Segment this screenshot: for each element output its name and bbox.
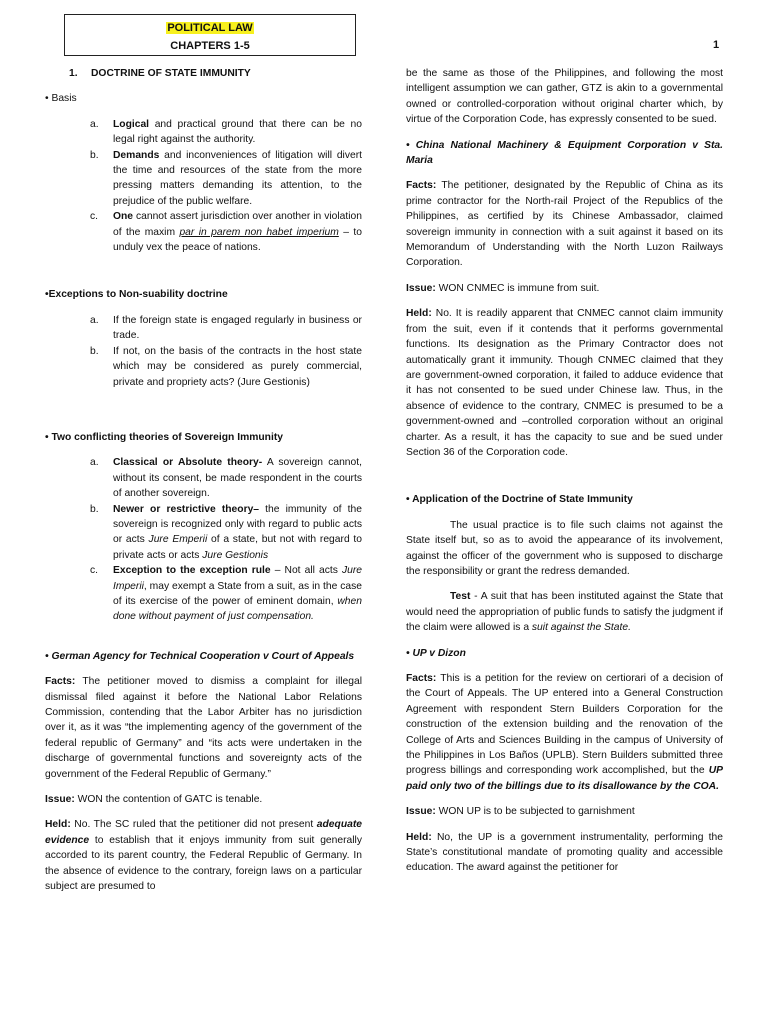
item-text: cannot assert jurisdiction over another in violation of the maxim [113,211,362,238]
item-italic: when done without payment of just compensation. [113,595,362,623]
cnmec-heading: • China National Machinery & Equipment Corporation v Sta. Maria [406,139,723,167]
document-title [65,21,355,35]
title-text: POLITICAL LAW [167,22,253,34]
list-item [45,563,362,625]
item-text: and practical ground that there can be no legal right against the authority. [113,118,362,146]
item-lead: Classical or Absolute theory- [113,457,263,469]
item-lead: Demands [113,149,160,161]
facts-emphasis: UP paid only two of the billings due to its disallowance by the COA. [406,765,723,792]
item-text: , may exempt a State from a suit, as in the case of its exercise of the power of eminent domain, [113,580,362,607]
facts-text: The petitioner, designated by the Republic of China as its prime contractor for the North-rail Project of the Republics of the Philippines, as certified by its Chinese Ambassador, claimed sovereign immunity in connection with a suit against it based on its Memorandum of Understanding with the North Luzon Railways Corporation. [406,180,723,269]
list-item [45,455,362,501]
list-item [45,148,362,210]
theories-list [45,455,362,624]
application-paragraph: The usual practice is to file such claims not against the State itself but, so as to avoid the appearance of its involvement, against the officer of the government who is supposed to discharge the responsibility or grant the redress demanded. [406,519,723,577]
item-lead: Logical [113,118,150,130]
issue-label: Issue: [406,282,436,294]
gatc-held [45,817,362,894]
gatc-facts [45,674,362,782]
application-heading: • Application of the Doctrine of State Immunity [406,494,633,506]
issue-text: WON the contention of GATC is tenable. [74,794,263,806]
held-label: Held: [406,308,432,320]
item-mark: a. [90,118,99,130]
item-lead: Exception to the exception rule [113,565,271,577]
section-heading [69,66,362,81]
page-number: 1 [713,39,720,51]
exceptions-heading: •Exceptions to Non-suability doctrine [45,289,228,301]
issue-text: WON CNMEC is immune from suit. [435,282,600,294]
item-lead: Newer or restrictive theory– [113,503,260,515]
issue-text: WON UP is to be subjected to garnishment [435,806,635,818]
gatc-heading: • German Agency for Technical Cooperation v Court of Appeals [45,650,355,662]
item-text: of a state, but not with regard to private acts or acts [113,534,363,561]
cnmec-issue [406,281,723,296]
theories-heading: • Two conflicting theories of Sovereign Immunity [45,431,283,443]
latin-term: Jure Gestionis [202,549,269,561]
facts-label: Facts: [45,676,76,688]
issue-label: Issue: [406,806,436,818]
facts-text: The petitioner moved to dismiss a complaint for illegal dismissal filed against it before the National Labor Relations Commission, contending that the Labor Arbiter has no jurisdiction over it, as it was “the implementing agency of the government of the federal republic of Germany” and “its acts were undertaken in the discharge of governmental functions and sovereignty acts of the government of the Federal Republic of Germany.” [45,676,362,780]
gatc-issue [45,792,362,807]
exceptions-list [45,313,362,390]
item-mark: b. [90,149,99,161]
item-mark: c. [90,211,99,223]
item-mark: c. [90,565,99,577]
held-label: Held: [45,819,71,831]
basis-list [45,117,362,256]
item-mark: a. [90,314,99,326]
item-text: – to unduly vex the peace of nations. [113,226,362,254]
list-item [45,502,362,564]
test-label: Test [450,591,471,603]
list-item [45,117,362,148]
item-text: and inconveniences of litigation will divert the time and resources of the state from the more pressing matters demanding its attention, to the prejudice of the public welfare. [113,149,362,207]
document-subtitle: CHAPTERS 1-5 [170,40,250,52]
facts-label: Facts: [406,673,437,684]
left-column [45,66,362,894]
held-text: No. It is readily apparent that CNMEC cannot claim immunity from the suit, even if it contends that it performs governmental functions. Its designation as the Primary Contractor does not automatically grant it immunity. Though CNMEC claimed that they are government-owned corporation, it failed to adduce evidence that it has not consented to be sued under Chinese law. Thus, in the absence of evidence to the contrary, CNMEC is presumed to be a government-owned and –controlled corporation without an original charter. As a result, it has the capacity to sue and be sued under Section 36 of the Corporation code. [406,308,723,458]
list-item [45,313,362,344]
dizon-heading: • UP v Dizon [406,647,466,659]
held-emphasis: adequate evidence [45,819,362,846]
dizon-issue [406,804,723,819]
facts-text: This is a petition for the review on certiorari of a decision of the Court of Appeals. The UP entered into a General Construction Agreement with respondent Stern Builders Corporation for the construction of the extension building and the renovation of the College of Arts and Sciences Building in the campus of University of the Philippines in Los Baños (UPLB). Stern Builders submitted three progress billings and corresponding work accomplished, but the [406,673,723,777]
item-text: If the foreign state is engaged regularly in business or trade. [113,314,362,342]
latin-term: Jure Emperii [148,534,208,546]
list-item [45,344,362,390]
item-lead: One [113,211,134,223]
held-label: Held: [406,831,432,843]
held-text: to establish that it enjoys immunity from suit generally accorded to its parent country, the Federal Republic of Germany. In the absence of evidence to the contrary, foreign laws on a particular subject are presumed to [45,834,362,893]
item-text: If not, on the basis of the contracts in the host state which may be considered as purely commercial, private and propriety acts? (Jure Gestionis) [113,345,362,388]
item-mark: a. [90,457,99,469]
section-title: DOCTRINE OF STATE IMMUNITY [91,68,251,79]
dizon-held [406,830,723,876]
held-text: No. The SC ruled that the petitioner did not present [70,819,317,831]
cnmec-facts [406,178,723,270]
item-text: – Not all acts [270,565,342,577]
item-text: the immunity of the sovereign is recognized only with regard to public acts or acts [113,503,362,546]
test-italic: suit against the State. [531,622,631,634]
title-box [64,14,356,56]
right-column [406,66,723,876]
test-text: - A suit that has been instituted against the State that would need the appropriation of public funds to satisfy the judgment if the claim were allowed is a [406,591,723,634]
maxim: par in parem non habet imperium [179,226,339,238]
latin-term: Jure Imperii [113,565,362,592]
section-number: 1. [69,68,78,79]
dizon-facts [406,671,723,794]
facts-label: Facts: [406,180,437,192]
list-item [45,209,362,255]
basis-heading: • Basis [45,93,77,105]
continuation-text: be the same as those of the Philippines, and following the most intelligent assumption we can gather, GTZ is akin to a governmental owned or controlled-corporation without original charter which, by virtue of the Corporation Code, has expressly consented to be sued. [406,68,723,126]
issue-label: Issue: [45,794,75,806]
item-mark: b. [90,503,99,515]
item-text: A sovereign cannot, without its consent, be made respondent in the courts of another sovereign. [113,457,362,500]
cnmec-held [406,306,723,460]
item-mark: b. [90,345,99,357]
application-test [406,589,723,635]
held-text: No, the UP is a government instrumentality, performing the State’s constitutional mandate of promoting quality and accessible education. The award against the petitioner for [406,831,723,874]
